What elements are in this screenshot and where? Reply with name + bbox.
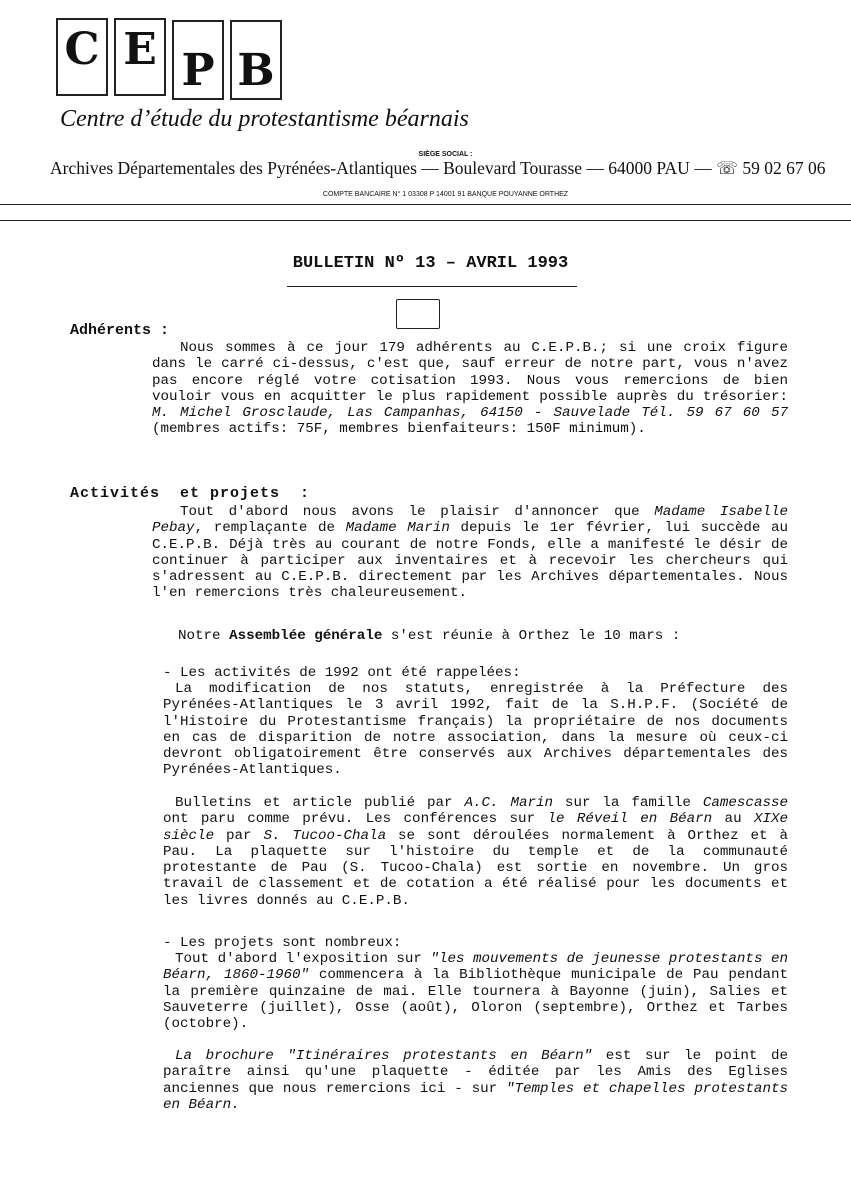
italic-text: S. Tucoo-Chala bbox=[263, 827, 387, 844]
adherents-text: Nous sommes à ce jour 179 adhérents au C.E.P.B.; si une croix figure dans le carré ci-dessus, c'est que, sauf erreur de notre part, vous n'avez pas encore réglé votre cotisation 1993. Nous vous remercions de bien vouloir vous en acquitter le plus rapidement possible auprès du trésorier: bbox=[152, 340, 788, 405]
activites-1992-heading: - Les activités de 1992 ont été rappelées: bbox=[163, 665, 521, 681]
name-italic: Madame Isabelle Pebay bbox=[152, 504, 788, 537]
logo-letter-c bbox=[56, 18, 108, 96]
text: ont paru comme prévu. Les conférences sur bbox=[163, 811, 548, 828]
cepb-logo bbox=[56, 18, 282, 100]
treasurer-contact: M. Michel Grosclaude, Las Campanhas, 64150 - Sauvelade Tél. 59 67 60 57 bbox=[152, 405, 788, 422]
logo-letter-e bbox=[114, 18, 166, 96]
bulletins-paragraph bbox=[163, 795, 788, 909]
logo-letter-text: C bbox=[64, 24, 100, 75]
logo-letter-p bbox=[172, 20, 224, 100]
letterhead-divider-bottom bbox=[0, 220, 851, 221]
logo-letter-b bbox=[230, 20, 282, 100]
siege-social-label: SIÈGE SOCIAL : bbox=[418, 151, 473, 158]
text: est sur le point de paraître ainsi qu'une plaquette - éditée par les Amis des Eglises anciennes que nous remercions ici - sur bbox=[163, 1048, 789, 1097]
membership-checkbox bbox=[396, 299, 440, 329]
italic-text: Camescasse bbox=[702, 795, 788, 811]
section-heading-activites: Activités et projets : bbox=[70, 485, 311, 502]
assemblee-generale-line bbox=[178, 628, 798, 644]
italic-text: XIXe siècle bbox=[163, 811, 788, 844]
adherents-fees: (membres actifs: 75F, membres bienfaiteurs: 150F minimum). bbox=[152, 421, 646, 438]
bank-account-line: COMPTE BANCAIRE N° 1 03308 P 14001 91 BANQUE POUYANNE ORTHEZ bbox=[322, 191, 569, 198]
text: par bbox=[214, 827, 264, 844]
text: sur la famille bbox=[553, 795, 703, 811]
text: Bulletins et article publié par bbox=[175, 795, 465, 811]
text: s'est réunie à Orthez le 10 mars : bbox=[382, 628, 681, 644]
text: commencera à la Bibliothèque municipale de Pau pendant la première quinzaine de mai. Elle tournera à Bayonne (juin), Salies et Sauveterre (juillet), Osse (août), Oloron (septembre), Orthez et Tarbes (octobre). bbox=[163, 967, 788, 1033]
italic-text: le Réveil en Béarn bbox=[547, 811, 713, 828]
italic-text: "les mouvements de jeunesse protestants en Béarn, 1860-1960" bbox=[163, 951, 789, 984]
text: depuis le 1er février, lui succède au C.E.P.B. Déjà très au courant de notre Fonds, elle a manifesté le désir de continuer à participer aux inventaires et à recevoir les chercheurs qui s'adressent au C.E.P.B. directement par les Archives départementales. Nous l'en remercions très chaleureusement. bbox=[152, 520, 789, 602]
assemblee-bold: Assemblée générale bbox=[229, 628, 383, 644]
text: Tout d'abord l'exposition sur bbox=[175, 951, 431, 967]
letterhead-divider-top bbox=[0, 204, 851, 205]
bulletin-title-underline bbox=[287, 286, 577, 287]
text: Tout d'abord nous avons le plaisir d'annoncer que bbox=[180, 504, 655, 520]
statuts-paragraph: La modification de nos statuts, enregistrée à la Préfecture des Pyrénées-Atlantiques le 3 avril 1992, fait de la S.H.P.F. (Société de l'Histoire du Protestantisme français) la propriétaire de nos documents en cas de disparition de notre association, dans la mesure où ceux-ci devront obligatoirement être conservés aux Archives départementales des Pyrénées-Atlantiques. bbox=[163, 681, 788, 779]
adherents-paragraph bbox=[152, 340, 788, 438]
bulletin-title: BULLETIN Nº 13 – AVRIL 1993 bbox=[292, 254, 569, 273]
brochure-paragraph bbox=[163, 1048, 788, 1113]
logo-letter-text: P bbox=[181, 45, 215, 96]
text: se sont déroulées normalement à Orthez et à Pau. La plaquette sur l'histoire du temple et de la communauté protestante de Pau (S. Tucoo-Chala) est sortie en novembre. Un gros travail de classement et de cotation a été réalisé pour les documents et les livres donnés au C.E.P.B. bbox=[163, 827, 788, 909]
italic-text: "Temples et chapelles protestants en Béarn. bbox=[163, 1080, 788, 1113]
projets-heading: - Les projets sont nombreux: bbox=[163, 935, 402, 951]
italic-text: A.C. Marin bbox=[464, 795, 554, 811]
text: Notre bbox=[178, 628, 230, 644]
section-heading-adherents: Adhérents : bbox=[70, 322, 170, 339]
organization-name: Centre d’étude du protestantisme béarnais bbox=[60, 106, 469, 132]
activites-paragraph-1 bbox=[152, 504, 788, 602]
name-italic: Madame Marin bbox=[345, 520, 450, 537]
exposition-paragraph bbox=[163, 951, 788, 1032]
text: , remplaçante de bbox=[194, 520, 346, 537]
logo-letter-text: B bbox=[237, 45, 275, 96]
logo-letter-text: E bbox=[123, 24, 157, 75]
letterhead-address: Archives Départementales des Pyrénées-Atlantiques — Boulevard Tourasse — 64000 PAU — ☏ 59 02 67 06 bbox=[50, 158, 826, 178]
italic-text: La brochure "Itinéraires protestants en Béarn" bbox=[175, 1048, 593, 1064]
text: au bbox=[712, 811, 754, 828]
